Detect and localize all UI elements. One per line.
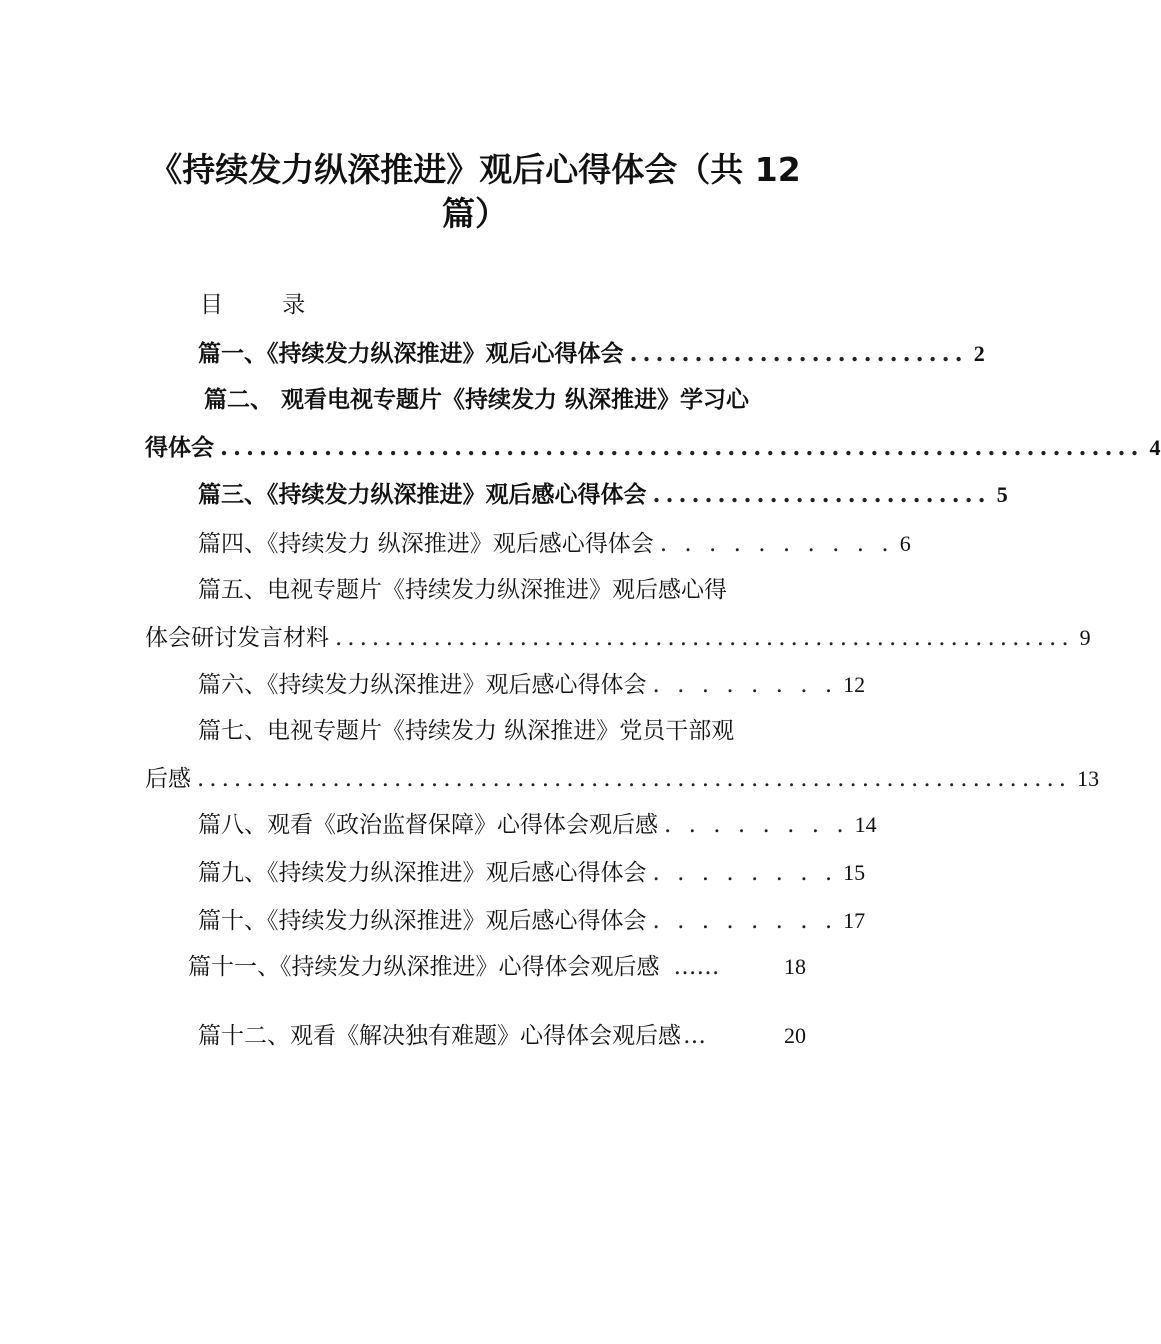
toc-entry-title: 篇八、观看《政治监督保障》心得体会观后感 [198,812,658,838]
title-line-1: 《持续发力纵深推进》观后心得体会（共 12 [149,150,801,189]
toc-entry-title: 篇十、《持续发力纵深推进》观后感心得体会 [198,908,647,934]
leader-dots: .......................... [652,481,991,508]
toc-page-number: 6 [899,531,911,556]
toc-entry[interactable] [198,807,877,843]
document-title [120,148,830,236]
toc-entry-line-1[interactable]: 篇二、 观看电视专题片《持续发力 纵深推进》学习心 [204,387,750,413]
toc-entry[interactable] [198,903,866,939]
toc-page-number: 12 [843,672,866,697]
leader-dots: . . . . . . . . [664,812,849,838]
toc-entry-line-1[interactable]: 篇七、电视专题片《持续发力 纵深推进》党员干部观 [198,718,735,744]
toc-page-number: 9 [1079,625,1091,650]
leader-dots: ............................................................ [335,625,1074,651]
leader-dots: … [683,1023,706,1049]
leader-dots: . . . . . . . . . . [659,531,894,557]
toc-page-number: 13 [1077,766,1100,791]
toc-page-number: 20 [784,1023,806,1048]
toc-entry[interactable] [198,667,866,703]
toc-entry-title: 得体会 [145,435,214,461]
toc-entry-title: 篇六、《持续发力纵深推进》观后感心得体会 [198,672,647,698]
toc-entry[interactable] [198,336,985,372]
toc-entry-title: 篇一、《持续发力纵深推进》观后心得体会 [198,341,624,367]
leader-dots: . . . . . . . . [652,908,838,934]
toc-entry-title: 篇十二、观看《解决独有难题》心得体会观后感 [198,1023,681,1049]
toc-entry[interactable] [145,761,1100,797]
toc-entry[interactable] [198,1018,806,1054]
leader-dots: …… [673,954,720,980]
toc-page-number: 2 [973,341,985,366]
toc-entry-title: 篇十一、《持续发力纵深推进》心得体会观后感 [188,954,660,980]
toc-entry-title: 篇四、《持续发力 纵深推进》观后感心得体会 [198,531,654,557]
toc-entry-line-1[interactable]: 篇五、电视专题片《持续发力纵深推进》观后感心得 [198,577,727,603]
toc-page-number: 15 [843,860,866,885]
leader-dots: .......................... [629,340,968,367]
toc-entry[interactable] [145,430,1161,466]
title-line-2: 篇） [442,194,508,233]
toc-entry[interactable] [198,526,911,562]
toc-page-number: 18 [784,954,806,979]
toc-entry-title: 篇三、《持续发力纵深推进》观后感心得体会 [198,482,647,508]
leader-dots: . . . . . . . . [652,860,838,886]
toc-entry-title: 后感 [145,766,191,792]
toc-page-number: 4 [1149,435,1161,460]
toc-entry-title: 体会研讨发言材料 [145,625,329,651]
leader-dots: . . . . . . . . [652,672,838,698]
toc-entry[interactable] [198,855,866,891]
leader-dots: ....................................................................... [197,766,1072,792]
toc-entry[interactable] [198,477,1008,513]
toc-entry[interactable] [145,620,1091,656]
toc-entry[interactable] [188,949,806,985]
toc-page-number: 17 [843,908,866,933]
toc-entry-title: 篇九、《持续发力纵深推进》观后感心得体会 [198,860,647,886]
toc-heading: 目 录 [200,292,332,318]
leader-dots: ....................................................................... [220,434,1144,461]
toc-page-number: 14 [854,812,877,837]
toc-page-number: 5 [996,482,1008,507]
